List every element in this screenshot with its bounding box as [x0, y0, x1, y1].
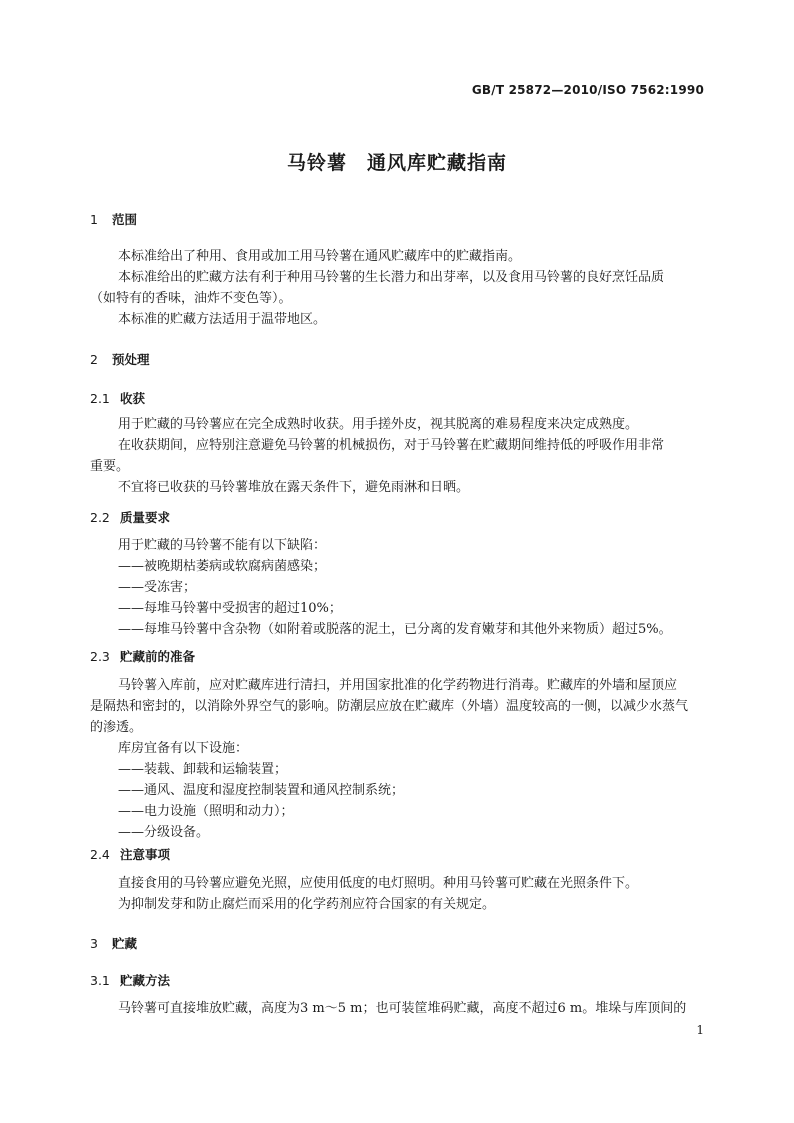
section-2-2-heading [90, 508, 170, 526]
section-title: 质量要求 [120, 510, 171, 525]
document-code: GB/T 25872—2010/ISO 7562:1990 [471, 83, 704, 97]
paragraph-line: 马铃薯入库前，应对贮藏库进行清扫，并用国家批准的化学药物进行消毒。贮藏库的外墙和屋顶应 [118, 678, 678, 693]
section-number: 2.2 [90, 510, 110, 525]
list-item: ——每堆马铃薯中受损害的超过10%； [118, 601, 342, 616]
paragraph-line: 为抑制发芽和防止腐烂而采用的化学药剂应符合国家的有关规定。 [118, 897, 496, 912]
paragraph-line: 本标准的贮藏方法适用于温带地区。 [118, 312, 327, 327]
section-3-heading [90, 934, 137, 952]
section-2-1-body [90, 414, 706, 498]
paragraph-line: 直接食用的马铃薯应避免光照，应使用低度的电灯照明。种用马铃薯可贮藏在光照条件下。 [118, 876, 639, 891]
section-2-1-heading [90, 389, 145, 407]
section-number: 2 [90, 352, 98, 367]
section-number: 3.1 [90, 973, 110, 988]
section-number: 2.4 [90, 847, 110, 862]
paragraph-line: 不宜将已收获的马铃薯堆放在露天条件下，避免雨淋和日晒。 [118, 480, 470, 495]
section-title: 注意事项 [120, 847, 171, 862]
section-3-1-heading [90, 971, 170, 989]
paragraph-line: 在收获期间，应特别注意避免马铃薯的机械损伤，对于马铃薯在贮藏期间维持低的呼吸作用非常 [118, 438, 665, 453]
list-item: ——装载、卸载和运输装置； [118, 762, 288, 777]
paragraph-line: 的渗透。 [90, 720, 143, 735]
paragraph-line: 马铃薯可直接堆放贮藏，高度为3 m～5 m；也可装筐堆码贮藏，高度不超过6 m。堆垛与库顶间的 [118, 1001, 687, 1016]
paragraph-line: （如特有的香味，油炸不变色等）。 [90, 291, 292, 306]
section-2-3-heading [90, 647, 195, 665]
list-item: ——电力设施（照明和动力）； [118, 804, 294, 819]
section-3-1-body [90, 998, 706, 1019]
section-number: 3 [90, 936, 98, 951]
paragraph-line: 库房宜备有以下设施： [118, 741, 249, 756]
section-title: 贮藏 [112, 936, 138, 951]
section-title: 范围 [112, 212, 138, 227]
list-item: ——分级设备。 [118, 825, 210, 840]
section-title: 贮藏方法 [120, 973, 171, 988]
paragraph-line: 本标准给出的贮藏方法有利于种用马铃薯的生长潜力和出芽率，以及食用马铃薯的良好烹饪品质 [118, 270, 665, 285]
section-title: 贮藏前的准备 [120, 649, 196, 664]
paragraph-line: 重要。 [90, 459, 130, 474]
paragraph-line: 用于贮藏的马铃薯应在完全成熟时收获。用手搓外皮，视其脱离的难易程度来决定成熟度。 [118, 417, 639, 432]
section-2-4-body [90, 873, 706, 915]
list-item: ——受冻害； [118, 580, 197, 595]
paragraph-line: 用于贮藏的马铃薯不能有以下缺陷： [118, 538, 327, 553]
section-title: 预处理 [112, 352, 150, 367]
list-item: ——被晚期枯萎病或软腐病菌感染； [118, 559, 327, 574]
paragraph-line: 本标准给出了种用、食用或加工用马铃薯在通风贮藏库中的贮藏指南。 [118, 249, 522, 264]
section-1-heading [90, 210, 137, 228]
section-1-body [90, 246, 706, 330]
section-2-4-heading [90, 845, 170, 863]
paragraph-line: 是隔热和密封的，以消除外界空气的影响。防潮层应放在贮藏库（外墙）温度较高的一侧，以减少水蒸气 [90, 699, 689, 714]
list-item: ——每堆马铃薯中含杂物（如附着或脱落的泥土，已分离的发育嫩芽和其他外来物质）超过5%。 [118, 622, 672, 637]
section-title: 收获 [120, 391, 146, 406]
document-title: 马铃薯 通风库贮藏指南 [286, 152, 507, 174]
section-2-2-body [90, 535, 706, 640]
section-2-heading [90, 350, 150, 368]
section-number: 1 [90, 212, 98, 227]
section-number: 2.3 [90, 649, 110, 664]
list-item: ——通风、温度和湿度控制装置和通风控制系统； [118, 783, 405, 798]
section-number: 2.1 [90, 391, 110, 406]
page-number: 1 [696, 1023, 704, 1037]
section-2-3-body [90, 675, 706, 843]
